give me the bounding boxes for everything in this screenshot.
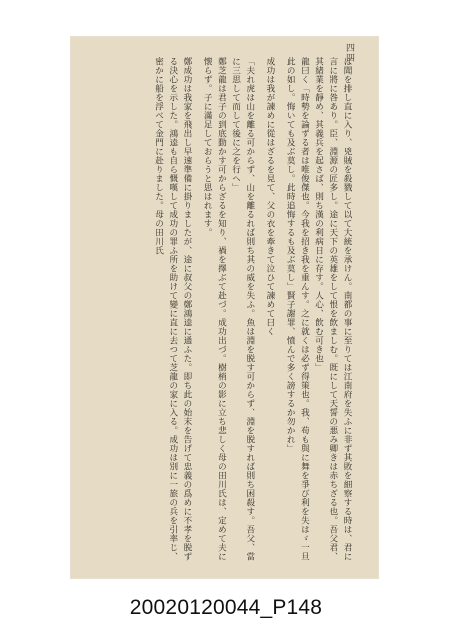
page-number: 四四 [344, 43, 354, 63]
paragraph-4: 「夫れ虎は山を離る可からず、山を離るれば則ち其の威を失ふ。魚は淵を脱す可からず、淵を脱すれば則ち困殺す。吾父、當に三思して而して後に之を行へ」 [230, 57, 255, 561]
paragraph-6: 鄭成功は我家を飛出し早速準備に掛りましたが、途に叔父の鄭鴻逵に通ふた。即ち此の始末を告げて忠義の爲めに不孝を脱ずる決心を示した。鴻逵も自ら慨嘆して成功の罪ふ所を助けて變に直に去つて芝龍の家に入る。成功は別に一旅の兵を引率じ、密かに船を浮べて金門に赴りました。母の田川氏 [153, 57, 192, 561]
paragraph-2: 龍曰く「時勢を論ずる者は唯俊傑也。今我を招き我を重んす。之に就くは必ず得策也。我、苟も與に舞を爭び利を失はゞ一旦此の如し。悔いても及ぶ莫し。此時追悔するも及ぶ莫し」賢子謝罪、憤んで多く謗するか勿かれ」 [285, 57, 310, 561]
paragraph-5: 鄭芝龍は君子の到底動かす可からざるを知り、禍を擇ぶて赴づ。成功出づ。樹梢の影に立ち悲しく母の田川氏は、定めて夫に懐らず。子に滿足しておらうと思はれます。 [202, 57, 227, 561]
image-id-caption: 20020120044_P148 [129, 596, 323, 619]
paragraph-3: 成功は我が諫めに從はざるを見て、父の衣を牽きて泣ひて諫めて曰く [264, 57, 275, 336]
book-page [71, 37, 378, 578]
vertical-text-block [92, 57, 354, 562]
paragraph-1: ば聞を排し直に入り、兇賊を殺戮して以て大統を承けん。南都の事に至りては江南府を失ふに非ず其敗を細察する時は、君に言に將に咎あり。臣、淵源の匠多し。途に天下の英雄をして恨を飲ましむ。既にして天誓の悪み卿きは赤ちざる也。吾父君、其緒業を靜め、其義兵を起さば、則ち漢の利病日に存す。人心、飲む可き也」 [313, 57, 352, 561]
